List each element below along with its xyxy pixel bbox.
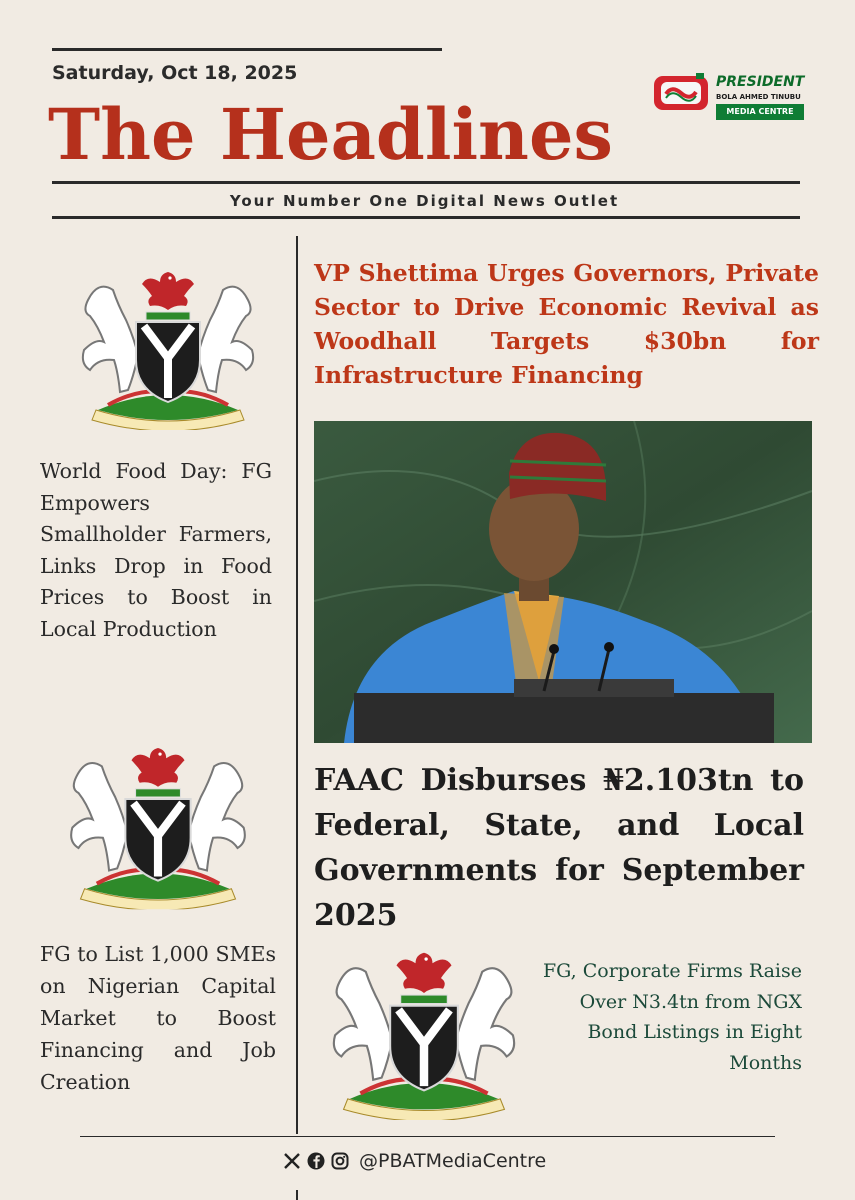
social-footer	[283, 1149, 546, 1173]
logo-bar: MEDIA CENTRE	[716, 104, 804, 120]
tagline-rule	[52, 216, 800, 219]
logo-title: PRESIDENT	[716, 74, 805, 90]
column-divider	[296, 236, 298, 1134]
social-handle[interactable]: @PBATMediaCentre	[359, 1150, 547, 1172]
coat-of-arms-icon	[318, 940, 530, 1120]
pbat-media-centre-logo	[652, 62, 805, 132]
lead-headline: VP Shettima Urges Governors, Private Sector to Drive Economic Revival as Woodhall Targets $30bn for Infrastructure Financing	[314, 259, 819, 389]
pbat-media-badge-icon	[652, 72, 710, 114]
instagram-icon[interactable]	[331, 1152, 349, 1170]
faac-headline: FAAC Disburses ₦2.103tn to Federal, State, and Local Governments for September 2025	[314, 763, 804, 933]
masthead-rule	[52, 181, 800, 184]
footer-tick	[296, 1190, 298, 1200]
tagline: Your Number One Digital News Outlet	[229, 192, 620, 210]
issue-date: Saturday, Oct 18, 2025	[52, 62, 298, 84]
coat-of-arms-icon	[66, 260, 270, 430]
story-sme-listing: FG to List 1,000 SMEs on Nigerian Capital Market to Boost Financing and Job Creation	[40, 942, 276, 1094]
vp-shettima-photo	[314, 421, 812, 743]
footer-rule	[80, 1136, 775, 1137]
x-icon[interactable]	[283, 1152, 301, 1170]
top-rule	[52, 48, 442, 51]
logo-subtitle: BOLA AHMED TINUBU	[716, 93, 801, 101]
coat-of-arms-icon	[56, 735, 260, 910]
masthead-title: The Headlines	[48, 93, 613, 176]
facebook-icon[interactable]	[307, 1152, 325, 1170]
story-ngx-bonds: FG, Corporate Firms Raise Over N3.4tn from NGX Bond Listings in Eight Months	[542, 960, 802, 1074]
story-world-food-day: World Food Day: FG Empowers Smallholder Farmers, Links Drop in Food Prices to Boost in Local Production	[40, 459, 272, 641]
